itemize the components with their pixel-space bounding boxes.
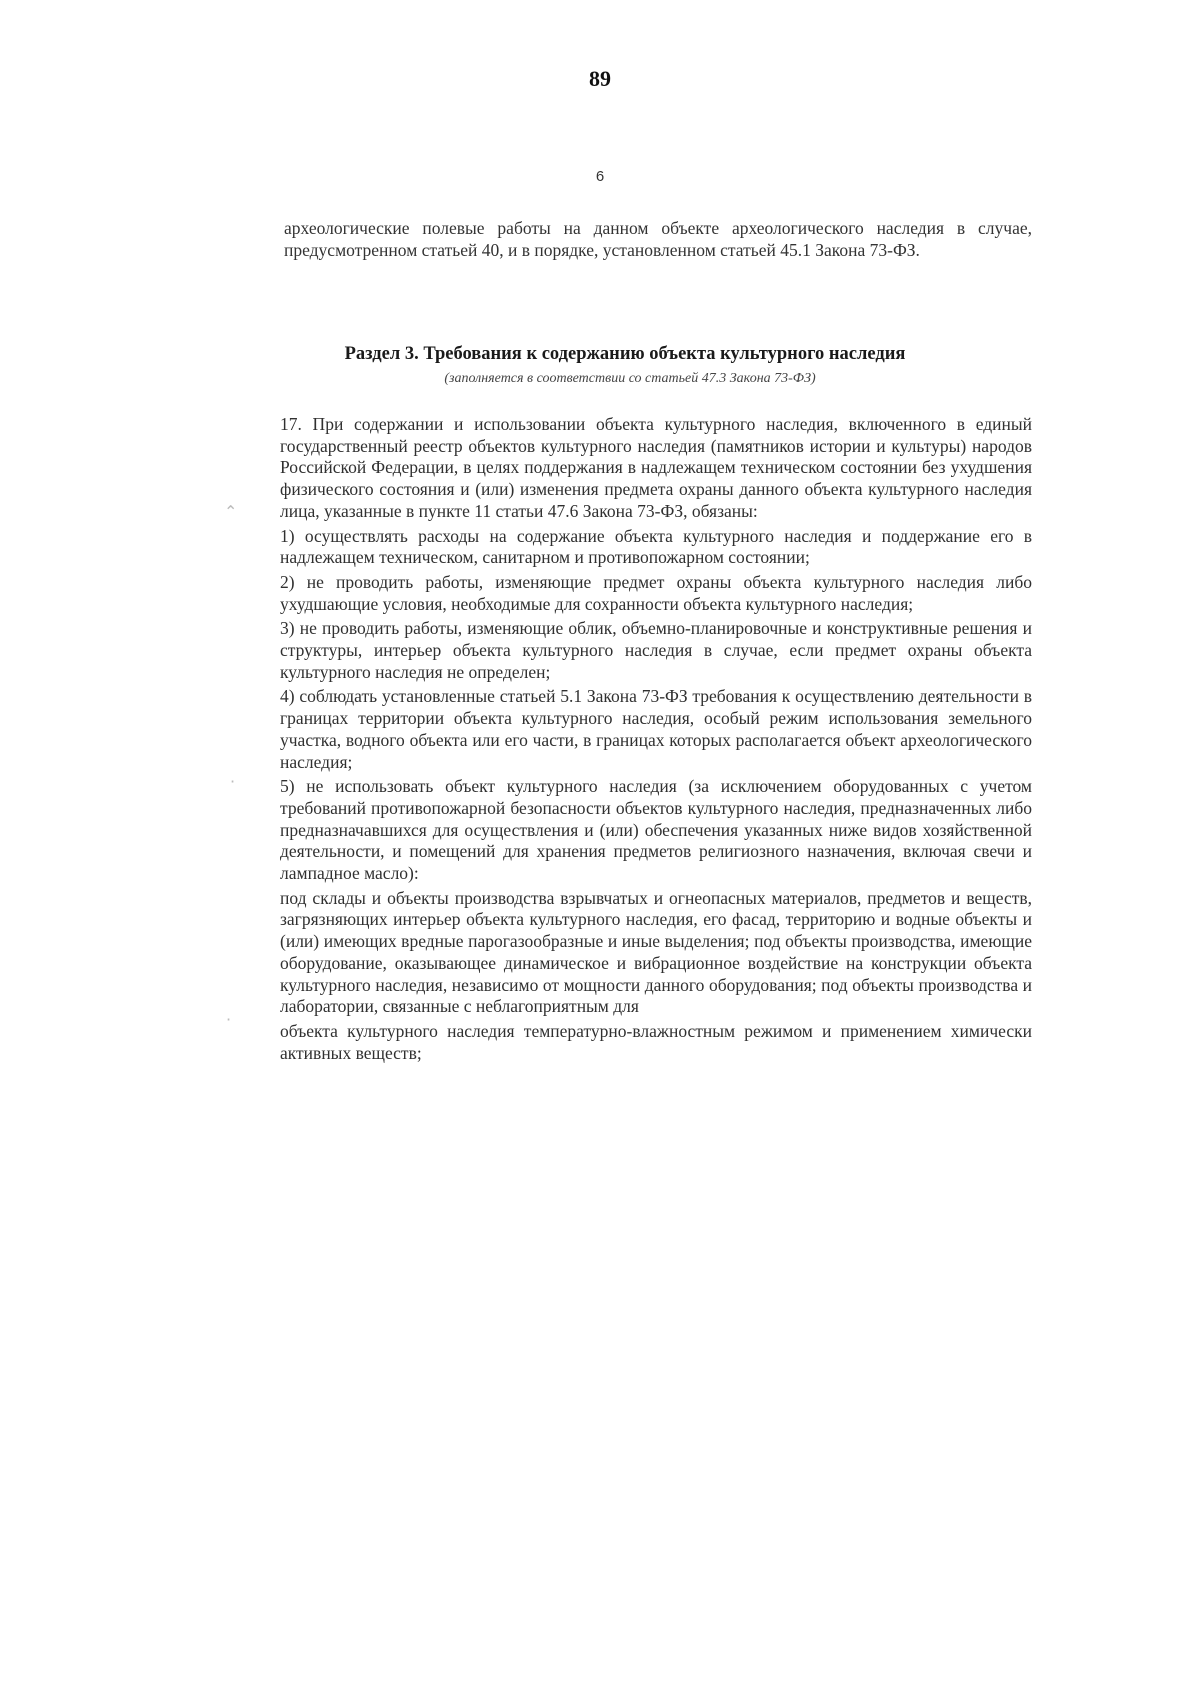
list-item-4: 4) соблюдать установленные статьей 5.1 Закона 73-ФЗ требования к осуществлению деятельности в границах территории объекта культурного наследия, особый режим использования земельного участка, водного объекта или его части, в границах которых располагается объект археологического наследия; [280,686,1032,772]
paragraph-17: 17. При содержании и использовании объекта культурного наследия, включенного в единый государственный реестр объектов культурного наследия (памятников истории и культуры) народов Российской Федерации, в целях поддержания в надлежащем техническом состоянии без ухудшения физического состояния и (или) изменения предмета охраны данного объекта культурного наследия лица, указанные в пункте 11 статьи 47.6 Закона 73-ФЗ, обязаны: [280,414,1032,521]
list-item-5-continuation: под склады и объекты производства взрывчатых и огнеопасных материалов, предметов и веществ, загрязняющих интерьер объекта культурного наследия, его фасад, территорию и водные объекты и (или) имеющих вредные парогазообразные и иные выделения; под объекты производства, имеющие оборудование, оказывающее динамическое и вибрационное воздействие на конструкции объекта культурного наследия, независимо от мощности данного оборудования; под объекты производства и лаборатории, связанные с неблагоприятным для [280,887,1032,1017]
list-item-1: 1) осуществлять расходы на содержание объекта культурного наследия и поддержание его в надлежащем техническом, санитарном и противопожарном состоянии; [280,525,1032,568]
page-number: 89 [589,66,611,91]
list-item-5: 5) не использовать объект культурного наследия (за исключением оборудованных с учетом требований противопожарной безопасности объектов культурного наследия, предназначенных либо предназначавшихся для осуществления и (или) обеспечения указанных ниже видов хозяйственной деятельности, и помещений для хранения предметов религиозного назначения, включая свечи и лампадное масло): [280,776,1032,884]
scan-artifact-mark: · [230,772,236,791]
section-note: (заполняется в соответствии со статьей 47.3 Закона 73-ФЗ) [444,371,816,386]
continuation-paragraph: археологические полевые работы на данном объекте археологического наследия в случае, предусмотренном статьей 40, и в порядке, установленном статьей 45.1 Закона 73-ФЗ. [284,218,1032,260]
section-body [280,414,1032,1066]
scan-artifact-mark: ⌃ [224,502,238,521]
list-item-2: 2) не проводить работы, изменяющие предмет охраны объекта культурного наследия либо ухудшающие условия, необходимые для сохранности объекта культурного наследия; [280,571,1032,614]
list-item-5-continuation-2: объекта культурного наследия температурно-влажностным режимом и применением химически активных веществ; [280,1020,1032,1063]
scan-artifact-mark: · [226,1010,232,1029]
list-item-3: 3) не проводить работы, изменяющие облик, объемно-планировочные и конструктивные решения и структуры, интерьер объекта культурного наследия в случае, если предмет охраны объекта культурного наследия не определен; [280,618,1032,682]
section-title: Раздел 3. Требования к содержанию объекта культурного наследия [344,344,906,364]
document-page-number: 6 [595,168,605,185]
